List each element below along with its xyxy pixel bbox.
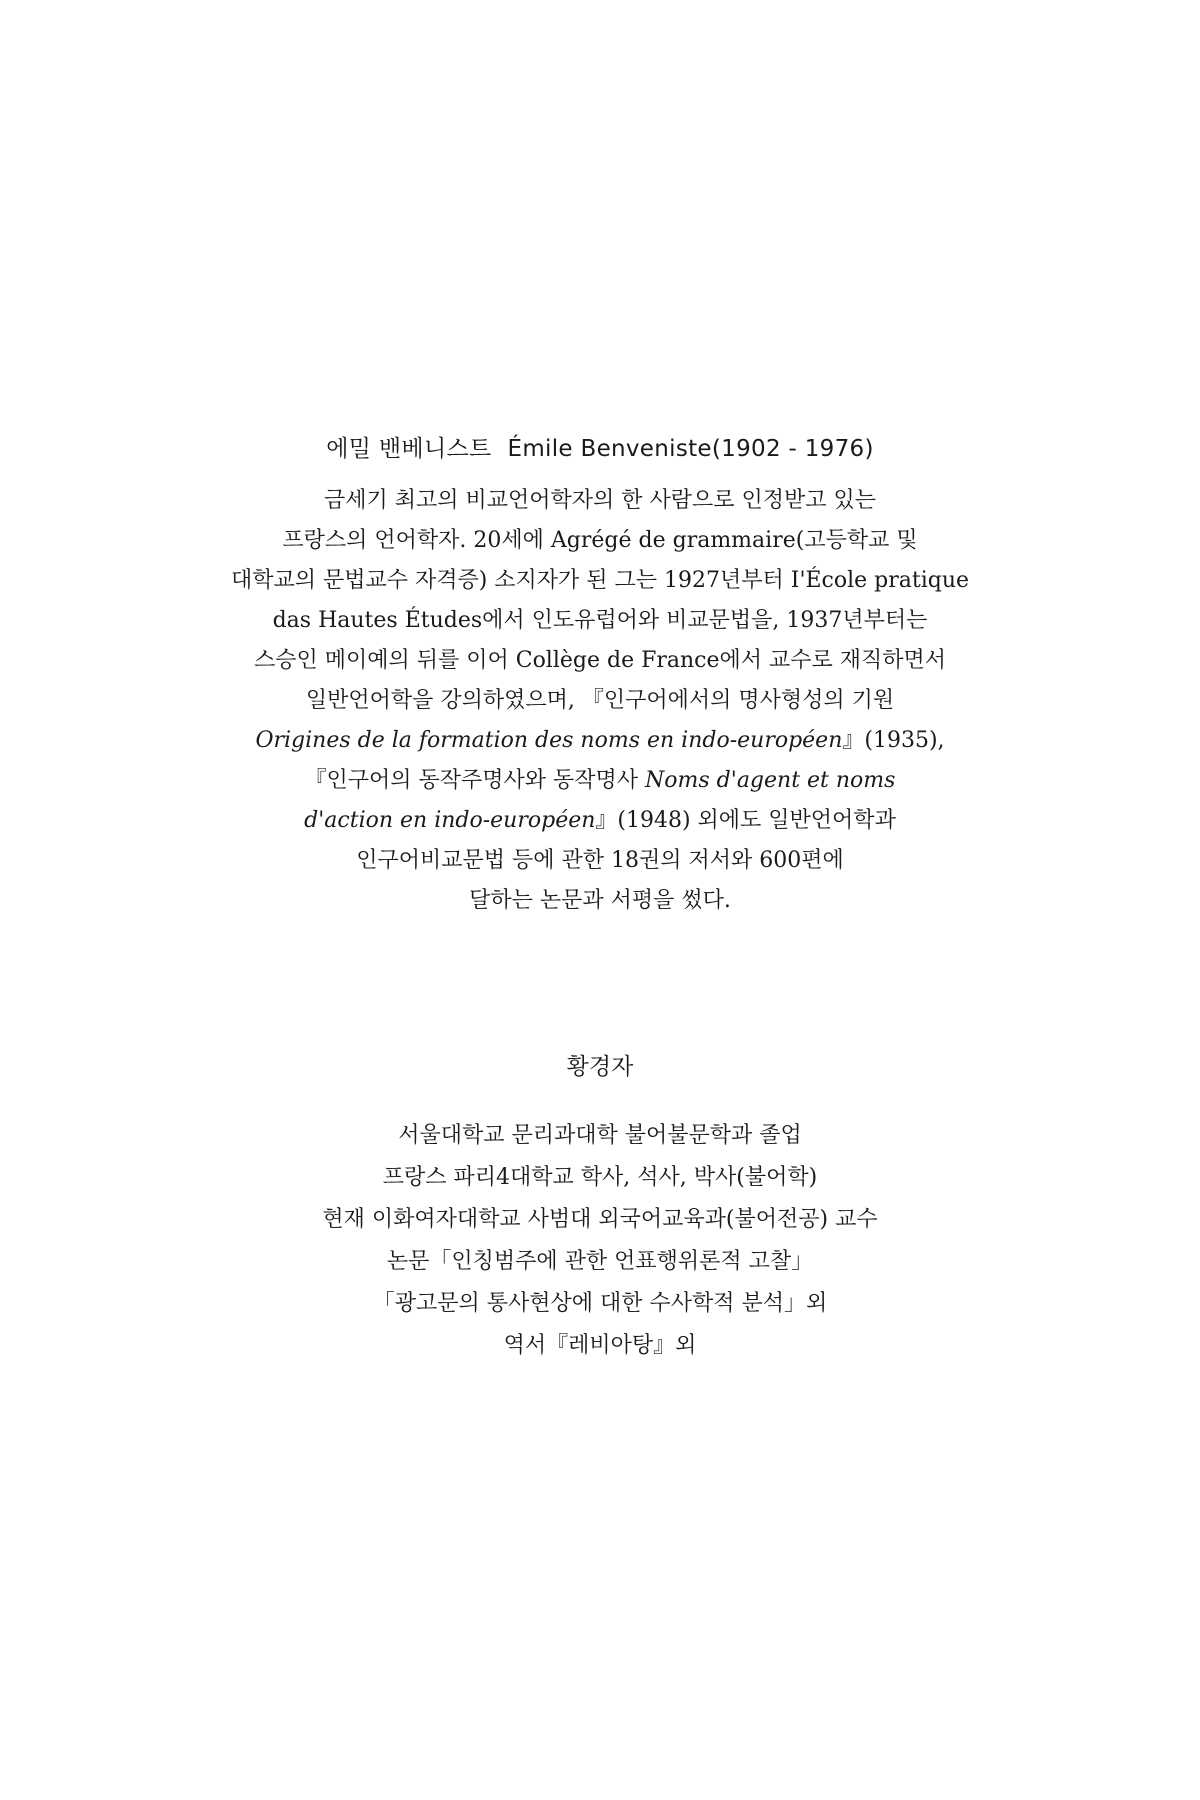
translator-name: 황경자 (566, 1054, 634, 1080)
translator-line: 프랑스 파리4대학교 학사, 석사, 박사(불어학) (382, 1165, 818, 1190)
bio-text: 달하는 논문과 서평을 썼다. (469, 888, 731, 913)
author-name-korean: 에밀 밴베니스트 (326, 436, 492, 462)
author-bio-text (150, 481, 1050, 921)
bio-line (150, 721, 1050, 761)
bio-text: 대학교의 문법교수 자격증) 소지자가 된 그는 1927년부터 I'École pratique (230, 568, 970, 593)
bio-text: das Hautes Études에서 인도유럽어와 비교문법을, 1937년부터는 (272, 608, 928, 633)
author-name-latin: Émile Benveniste (507, 436, 712, 462)
bio-line (150, 561, 1050, 601)
bio-text: 』(1948) 외에도 일반언어학과 (595, 808, 896, 833)
bio-italic-title: d'action en indo-européen (304, 808, 596, 833)
bio-text: 인구어비교문법 등에 관한 18권의 저서와 600편에 (356, 848, 844, 873)
author-bio-section (150, 430, 1050, 921)
author-heading (150, 430, 1050, 463)
translator-line: 논문「인칭범주에 관한 언표행위론적 고찰」 (386, 1249, 814, 1274)
bio-text: 프랑스의 언어학자. 20세에 Agrégé de grammaire(고등학교 및 (282, 528, 918, 553)
bio-line (150, 681, 1050, 721)
bio-line (150, 801, 1050, 841)
bio-text: 일반언어학을 강의하였으며, 『인구어에서의 명사형성의 기원 (305, 688, 895, 713)
bio-italic-title: Origines de la formation des noms en indo-européen (255, 728, 843, 753)
bio-line (150, 601, 1050, 641)
bio-line (150, 881, 1050, 921)
bio-text: 스승인 메이예의 뒤를 이어 Collège de France에서 교수로 재직하면서 (253, 648, 947, 673)
translator-line: 서울대학교 문리과대학 불어불문학과 졸업 (398, 1123, 802, 1148)
bio-line (150, 641, 1050, 681)
translator-section (150, 1048, 1050, 1367)
bio-line (150, 481, 1050, 521)
bio-italic-title: Noms d'agent et noms (645, 768, 896, 793)
bio-line (150, 521, 1050, 561)
translator-line: 「광고문의 통사현상에 대한 수사학적 분석」외 (372, 1291, 828, 1316)
translator-credentials (150, 1115, 1050, 1367)
bio-line (150, 761, 1050, 801)
translator-line: 역서『레비아탕』외 (503, 1333, 697, 1358)
bio-text: 』(1935), (842, 728, 945, 753)
bio-text: 『인구어의 동작주명사와 동작명사 (304, 768, 646, 793)
bio-text: 금세기 최고의 비교언어학자의 한 사람으로 인정받고 있는 (323, 488, 876, 513)
translator-line: 현재 이화여자대학교 사범대 외국어교육과(불어전공) 교수 (322, 1207, 878, 1232)
author-years: (1902 - 1976) (711, 436, 874, 462)
bio-line (150, 841, 1050, 881)
